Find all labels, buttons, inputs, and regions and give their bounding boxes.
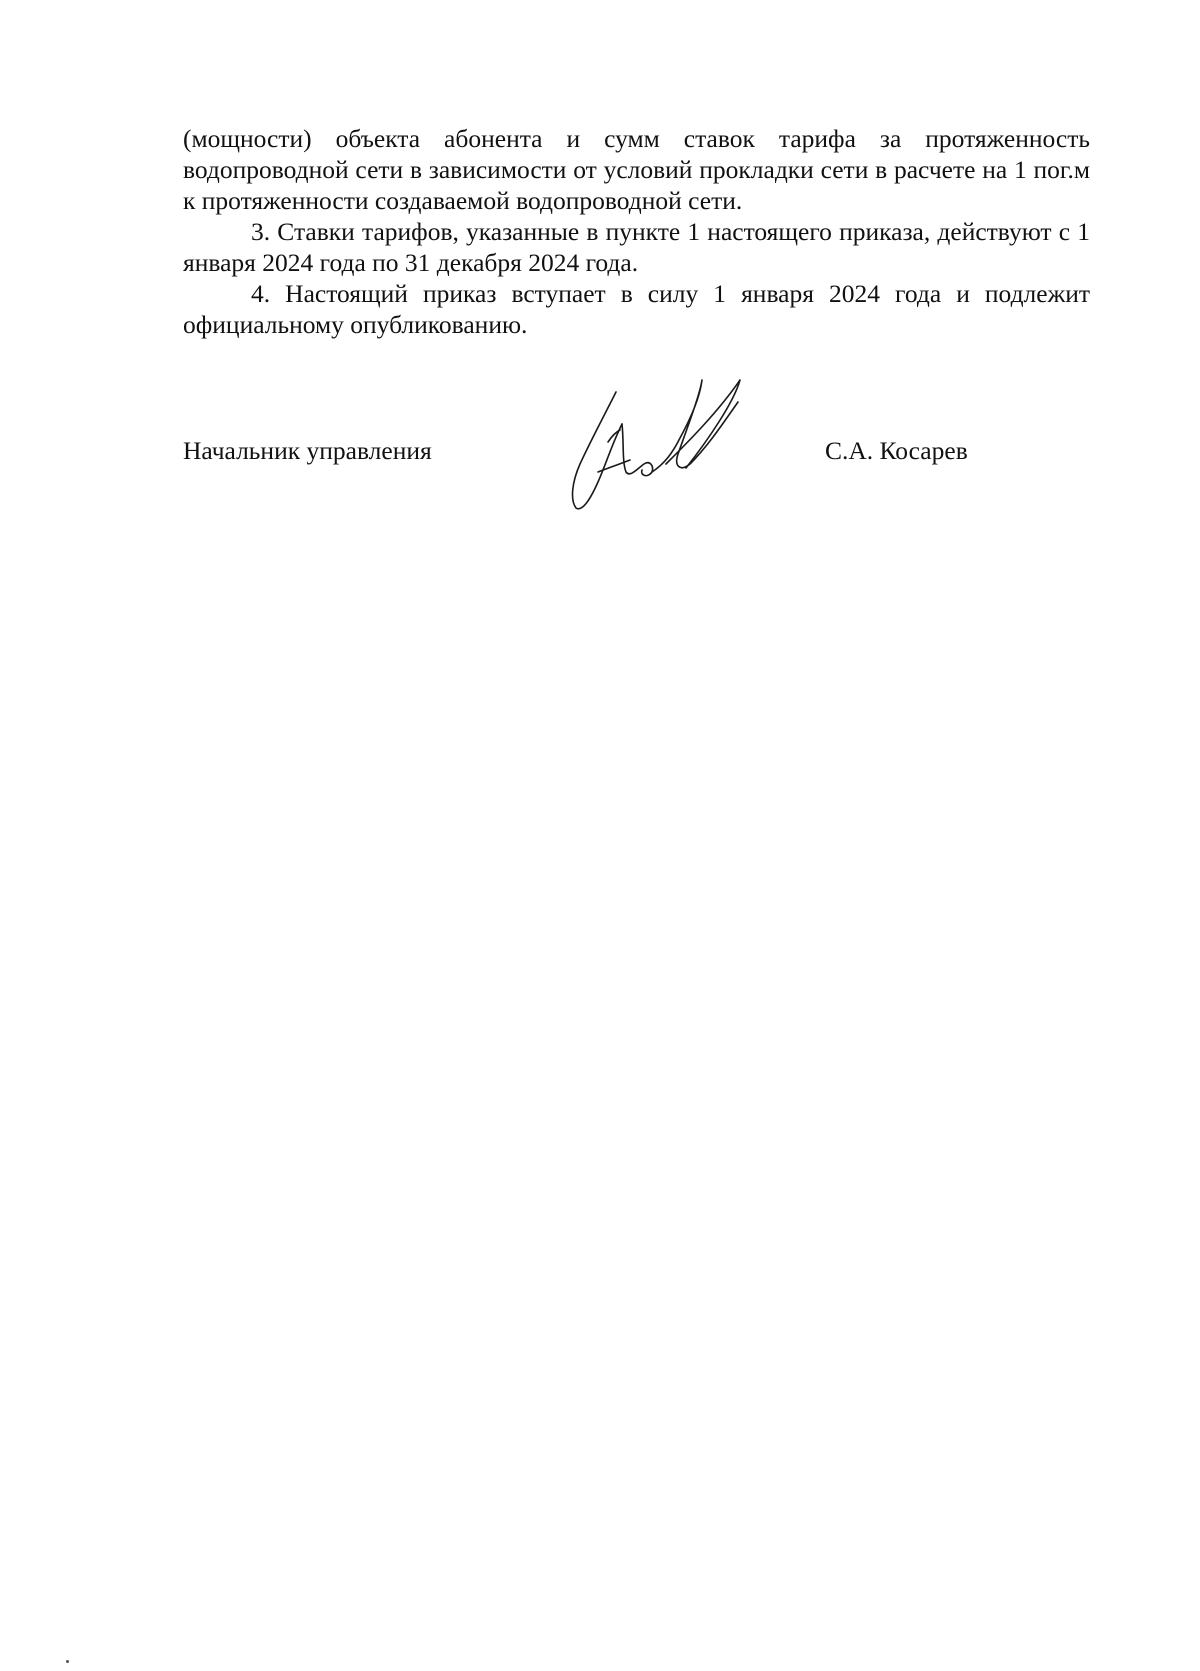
signature-block xyxy=(0,0,1200,600)
paragraph-item-3: 3. Ставки тарифов, указанные в пункте 1 настоящего приказа, действуют с 1 января 2024 года по 31 декабря 2024 года. xyxy=(183,217,1090,277)
paragraph-continuation: (мощности) объекта абонента и сумм ставок тарифа за протяженность водопроводной сети в зависимости от условий прокладки сети в расчете на 1 пог.м к протяженности создаваемой водопроводной сети. xyxy=(183,124,1090,215)
signatory-position: Начальник управления xyxy=(183,436,432,465)
scan-artifact xyxy=(66,1660,69,1663)
handwritten-signature xyxy=(568,372,778,512)
signatory-name: С.А. Косарев xyxy=(825,436,968,465)
paragraph-item-4: 4. Настоящий приказ вступает в силу 1 января 2024 года и подлежит официальному опубликованию. xyxy=(183,279,1090,339)
